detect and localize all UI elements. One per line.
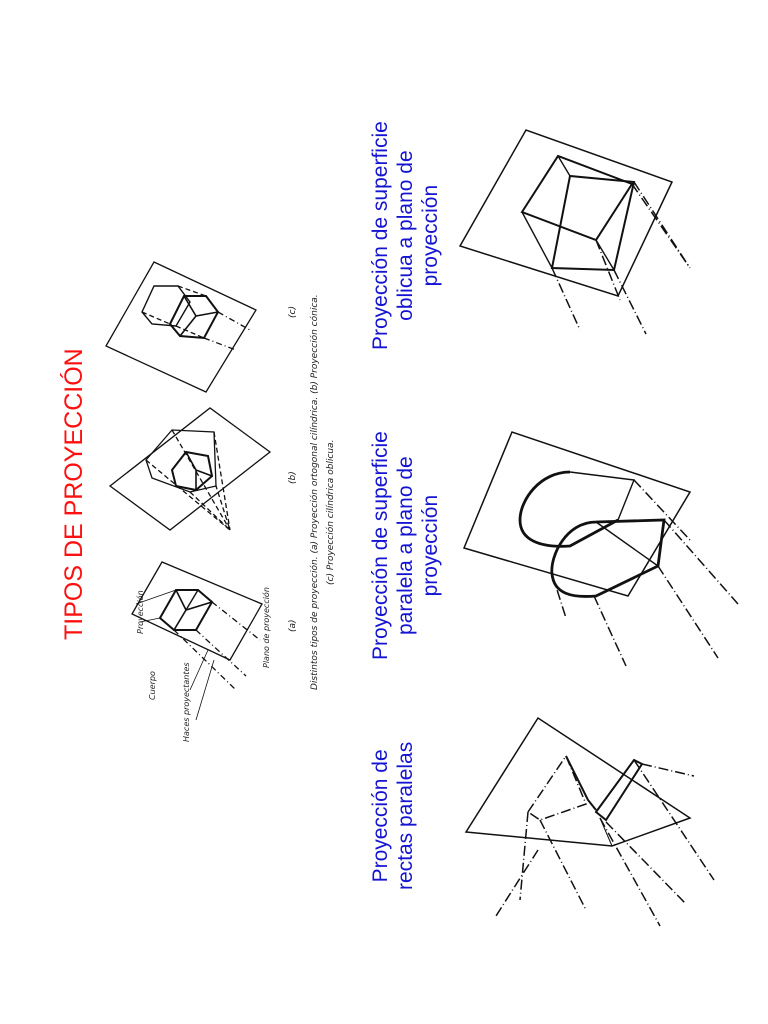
figure-superficie-paralela [464,432,738,666]
subfigure-label-c: (c) [288,306,298,318]
label-haces: Haces proyectantes [182,662,191,742]
subfigure-label-a: (a) [288,619,298,632]
caption-line: rectas paralelas [394,741,417,890]
subfigure-label-b: (b) [288,471,298,484]
caption-line: Proyección de [369,749,392,883]
caption-line: proyección [419,494,442,597]
figure-c [106,262,256,392]
caption-line: Proyección de superficie [369,121,392,350]
figure-caption-line1: Distintos tipos de proyección. (a) Proyección ortogonal cilíndrica. (b) Proyección cónica. [310,294,320,690]
label-cuerpo: Cuerpo [148,671,157,700]
caption-line: Proyección de superficie [369,431,392,660]
caption-line: proyección [419,184,442,287]
caption-line: paralela a plano de [394,456,417,635]
figure-a [132,562,262,720]
figure-rectas-paralelas [466,718,714,926]
caption-line: oblicua a plano de [394,150,417,321]
figure-caption-line2: (c) Proyección cilíndrica oblicua. [326,439,336,585]
page-title: TIPOS DE PROYECCIÓN [60,348,88,640]
figure-superficie-oblicua [460,130,690,334]
label-plano: Plano de proyección [262,587,271,668]
label-proyeccion: Proyección [136,590,145,634]
figure-b [110,408,270,530]
